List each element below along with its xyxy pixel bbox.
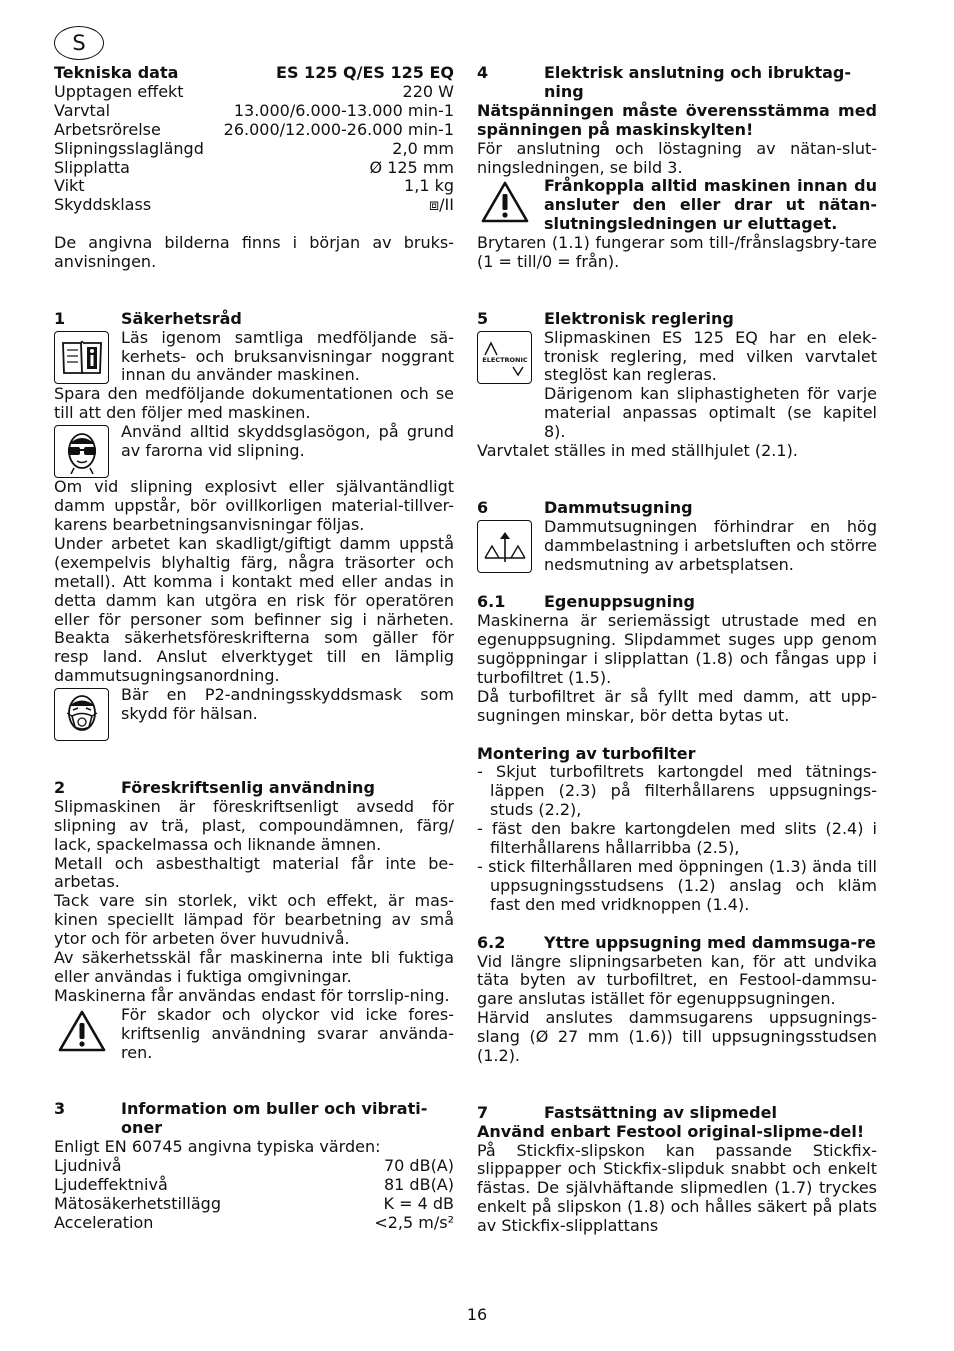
save-docs-text: Spara den medföljande dokumentationen och se till att den följer med maskinen. [54, 384, 454, 423]
section-title: Elektrisk anslutning och ibruktag-ning [544, 63, 852, 101]
external-extraction-text: Vid längre slipningsarbeten kan, för att undvika täta byten av turbofiltret, en Festool-dammsu-gare anslutas istället för egenuppsugningen. [477, 951, 877, 1009]
tech-row-value: 13.000/6.000-13.000 min-1 [233, 100, 454, 120]
section-2-heading [54, 779, 454, 798]
original-abrasives-text: Använd enbart Festool original-slipme-del! [477, 1121, 865, 1141]
section-number: 6.1 [477, 592, 506, 612]
self-extraction-text: Då turbofiltret är så fyllt med damm, att upp-sugningen minskar, bör detta bytas ut. [477, 686, 877, 725]
section-4-heading [477, 64, 877, 102]
section-title: Yttre uppsugning med dammsuga-re [544, 932, 876, 952]
breathing-mask-block [54, 686, 454, 741]
tech-row-label: Varvtal [54, 100, 111, 120]
safety-glasses-icon [54, 425, 109, 478]
breathing-mask-text: Bär en P2-andningsskyddsmask som skydd för hälsan. [121, 685, 454, 724]
section-title: Föreskriftsenlig användning [121, 777, 375, 797]
section-title: Fastsättning av slipmedel [544, 1102, 777, 1122]
section-title: Säkerhetsråd [121, 308, 242, 328]
tech-row-value: 2,0 mm [392, 138, 454, 158]
warning-triangle-icon [54, 1006, 109, 1056]
section-6-heading [477, 499, 877, 518]
section-6-1-heading [477, 593, 877, 612]
tech-row [54, 159, 454, 178]
section-number: 4 [477, 63, 489, 82]
noise-row [54, 1195, 454, 1214]
tech-row-label: Slipplatta [54, 157, 130, 177]
tech-row-value: 26.000/12.000-26.000 min-1 [223, 119, 454, 139]
section-number: 6 [477, 497, 489, 517]
section-7-heading [477, 1104, 877, 1123]
tech-row-value: 220 W [402, 81, 454, 101]
stickfix-text: På Stickfix-slipskon kan passande Stickfix-slippapper och Stickfix-slipduk snabbt och enkelt fästas. De självhäftande slipmedlen (1.7) tryckes enkelt på slipskon (1.8) och hålles säkert på plats av Stickfix-slipplattans [477, 1140, 877, 1236]
section-title: Dammutsugning [544, 497, 693, 517]
dust-extraction-text: Dammutsugningen förhindrar en hög dammbelastning i arbetsluften och större nedsmutning av arbetsplatsen. [544, 516, 877, 574]
section-title: Egenuppsugning [544, 592, 696, 612]
intended-use-text: Slipmaskinen är föreskriftsenligt avsedd för slipning av trä, plast, compoundämnen, färg/ lack, spackelmassa och liknande ämnen. [54, 796, 454, 854]
noise-row [54, 1214, 454, 1233]
self-extraction-text: Maskinerna är seriemässigt utrustade med en egenuppsugning. Slipdammet suges upp genom sugöppningar i slipplattan (1.8) och fångas upp i turbofiltret (1.5). [477, 611, 877, 687]
noise-row-value: K = 4 dB [383, 1193, 454, 1213]
list-item: - stick filterhållaren med öppningen (1.3) ända till uppsugningsstudsens (1.2) anslag och kläm fast den med vridknoppen (1.4). [477, 857, 877, 914]
noise-row [54, 1157, 454, 1176]
electronic-icon-label: ELECTRONIC [481, 356, 528, 365]
misuse-warning-text: För skador och olyckor vid icke fores-kriftsenlig användning svarar använda-ren. [121, 1004, 454, 1062]
section-title: Elektronisk reglering [544, 308, 734, 328]
voltage-warning-text: Nätspänningen måste överensstämma med spänningen på maskinskylten! [477, 100, 877, 139]
disconnect-warning-block [477, 177, 877, 234]
language-badge: S [54, 26, 104, 60]
intended-use-text: Tack vare sin storlek, vikt och effekt, är mas-kinen speciellt lämpad för bearbetning av små ytor och för arbeten över huvudnivå. [54, 891, 454, 949]
tech-row [54, 102, 454, 121]
electronic-text: Slipmaskinen ES 125 EQ har en elek-tronisk reglering, med vilken varvtalet steglöst kan regleras. [544, 327, 877, 385]
speed-setting-text: Varvtalet ställes in med ställhjulet (2.1). [477, 441, 798, 461]
read-manual-icon [54, 331, 109, 384]
section-5-heading [477, 310, 877, 329]
tech-row-label: Arbetsrörelse [54, 119, 161, 139]
misuse-warning-block [54, 1006, 454, 1063]
read-manual-block [54, 329, 454, 386]
tech-data-header [54, 64, 454, 83]
dust-harmful-text: Under arbetet kan skadligt/giftigt damm uppstå (exempelvis blyhaltig färg, några träsorter och metall). Att komma i kontakt med eller andas in detta damm kan utgöra en risk för operatören eller för personer som befinner sig i närheten. Beakta säkerhetsföreskrifterna som gäller för resp land. Anslut elverktyget till en lämplig dammutsugningsanordning. [54, 533, 454, 686]
electronic-block [477, 329, 877, 442]
left-column [54, 64, 454, 1233]
tech-row-value: Ø 125 mm [369, 157, 454, 177]
tech-row-label: Skyddsklass [54, 195, 152, 215]
tech-row [54, 177, 454, 196]
tech-row-label: Vikt [54, 176, 85, 196]
noise-row-label: Ljudnivå [54, 1156, 122, 1176]
list-item: - Skjut turbofiltrets kartongdel med tätnings-läppen (2.3) på filterhållarens uppsugnings-studs (2.2), [477, 762, 877, 820]
external-extraction-text: Härvid anslutes dammsugarens uppsugnings-slang (Ø 27 mm (1.6)) till uppsugningsstudsen (1.2). [477, 1008, 877, 1066]
intended-use-text: Av säkerhetsskäl får maskinerna inte bli fuktiga eller användas i fuktiga omgivningar. [54, 948, 454, 987]
tech-row [54, 83, 454, 102]
electronic-control-icon [477, 331, 532, 384]
dust-explosive-text: Om vid slipning explosivt eller självantändligt damm uppstår, bör ovillkorligen material-tillver-karens bearbetningsanvisningar följas. [54, 477, 454, 534]
noise-row-value: <2,5 m/s² [374, 1212, 454, 1232]
section-3-heading [54, 1100, 454, 1138]
safety-glasses-text: Använd alltid skyddsglasögon, på grund av farorna vid slipning. [121, 422, 454, 461]
right-column [477, 64, 877, 1236]
section-number: 5 [477, 308, 489, 328]
noise-intro-text: Enligt EN 60745 angivna typiska värden: [54, 1137, 381, 1157]
connection-text: För anslutning och löstagning av nätan-slut-ningsledningen, se bild 3. [477, 138, 877, 177]
section-number: 2 [54, 777, 66, 797]
tech-row [54, 121, 454, 140]
intended-use-text: Metall och asbesthaltigt material får inte be-arbetas. [54, 853, 454, 892]
section-6-2-heading [477, 934, 877, 953]
page-number: 16 [466, 1305, 488, 1324]
section-1-heading [54, 310, 454, 329]
turbofilter-subheading: Montering av turbofilter [477, 743, 696, 763]
noise-table [54, 1157, 454, 1233]
warning-triangle-icon [477, 177, 532, 227]
electronic-text: Därigenom kan sliphastigheten för varje material anpassas optimalt (se kapitel 8). [544, 384, 877, 442]
intended-use-text: Maskinerna får användas endast för torrslip-ning. [54, 985, 450, 1005]
section-title: Information om buller och vibrati-oner [121, 1099, 428, 1138]
tech-row [54, 140, 454, 159]
dust-extraction-icon [477, 520, 532, 573]
section-number: 3 [54, 1099, 66, 1119]
switch-text: Brytaren (1.1) fungerar som till-/frånslagsbry-tare (1 = till/0 = från). [477, 233, 877, 272]
noise-row-label: Mätosäkerhetstillägg [54, 1193, 221, 1213]
tech-row-value: ⧈/II [428, 195, 454, 215]
tech-row-label: Upptagen effekt [54, 81, 184, 101]
noise-row-value: 70 dB(A) [383, 1156, 454, 1176]
section-number: 1 [54, 308, 66, 328]
noise-row-value: 81 dB(A) [383, 1174, 454, 1194]
noise-row-label: Acceleration [54, 1212, 154, 1232]
tech-data-table [54, 83, 454, 215]
breathing-mask-icon [54, 688, 109, 741]
noise-row-label: Ljudeffektnivå [54, 1174, 168, 1194]
section-number: 7 [477, 1102, 489, 1122]
tech-note: De angivna bilderna finns i början av bruks-anvisningen. [54, 233, 454, 272]
section-number: 6.2 [477, 932, 506, 952]
tech-row-label: Slipningsslaglängd [54, 138, 204, 158]
electronic-text-group [544, 329, 877, 442]
tech-row [54, 196, 454, 215]
tech-data-title: Tekniska data [54, 63, 179, 82]
read-manual-text: Läs igenom samtliga medföljande sä-kerhets- och bruksanvisningar noggrant innan du använder maskinen. [121, 327, 454, 385]
tech-data-model: ES 125 Q/ES 125 EQ [276, 63, 454, 82]
dust-extraction-block [477, 518, 877, 575]
safety-glasses-block [54, 423, 454, 478]
tech-row-value: 1,1 kg [404, 176, 454, 196]
disconnect-warning-text: Frånkoppla alltid maskinen innan du ansluter den eller drar ut nätan-slutningsledningen ur eluttaget. [544, 176, 877, 234]
turbofilter-steps [477, 763, 877, 914]
list-item: - fäst den bakre kartongdelen med slits (2.4) i filterhållarens hållarribba (2.5), [477, 819, 877, 858]
noise-row [54, 1176, 454, 1195]
